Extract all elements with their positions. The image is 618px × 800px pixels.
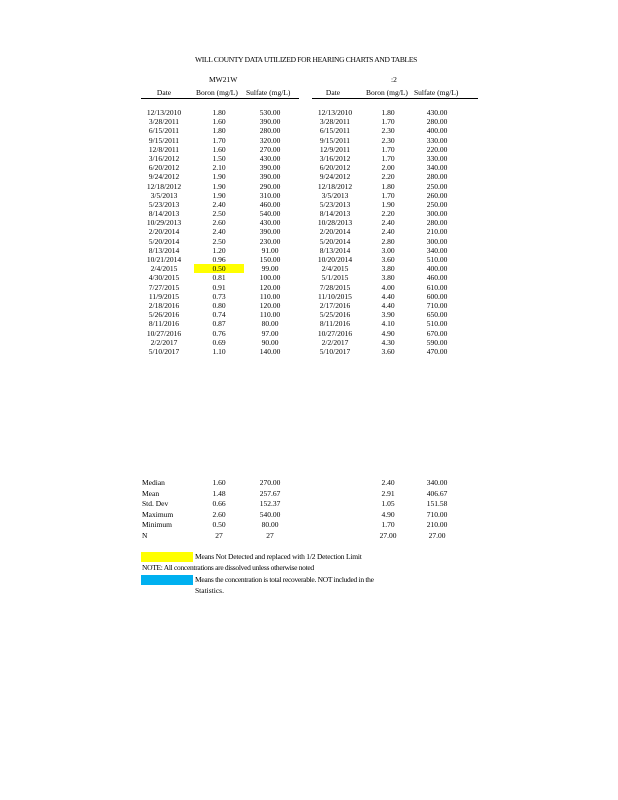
stat-label: Median bbox=[142, 478, 165, 487]
well1-boron-cell: 0.73 bbox=[212, 291, 226, 301]
well1-date-cell: 8/14/2013 bbox=[148, 209, 180, 219]
well1-date-header: Date bbox=[156, 88, 172, 97]
well1-boron-cell: 0.74 bbox=[212, 310, 226, 320]
well2-sulfate-cell: 430.00 bbox=[426, 108, 448, 117]
well1-boron-cell: 1.50 bbox=[212, 153, 226, 163]
stat-label: Std. Dev bbox=[142, 499, 169, 508]
well1-boron-cell: 0.91 bbox=[212, 282, 226, 292]
well1-sulfate-cell: 310.00 bbox=[259, 190, 281, 200]
well1-date-cell: 12/13/2010 bbox=[146, 108, 182, 117]
legend-blue-swatch bbox=[141, 575, 193, 585]
well2-stat-boron-value: 1.05 bbox=[381, 499, 395, 508]
well2-sulfate-cell: 250.00 bbox=[426, 181, 448, 191]
well1-sulfate-column bbox=[248, 108, 292, 356]
well2-date-column bbox=[309, 108, 361, 356]
well1-stat-boron-value: 1.48 bbox=[212, 488, 226, 498]
well1-sulfate-cell: 230.00 bbox=[259, 236, 281, 246]
stat-label: N bbox=[142, 530, 148, 540]
well2-stat-sulfate-value: 340.00 bbox=[426, 478, 448, 487]
well2-sulfate-cell: 400.00 bbox=[426, 126, 448, 136]
stat-label: Minimum bbox=[142, 520, 173, 529]
well1-sulfate-cell: 120.00 bbox=[259, 300, 281, 310]
well1-sulfate-cell: 80.00 bbox=[261, 319, 279, 329]
well2-date-cell: 5/20/2014 bbox=[319, 236, 351, 246]
well2-boron-cell: 2.80 bbox=[381, 236, 395, 246]
well2-boron-cell: 1.70 bbox=[381, 144, 395, 154]
well1-boron-cell: 2.40 bbox=[212, 199, 226, 209]
well1-name: MW21W bbox=[209, 75, 238, 84]
well1-date-cell: 2/4/2015 bbox=[150, 264, 178, 274]
well2-boron-cell: 3.60 bbox=[381, 346, 395, 356]
well2-date-cell: 10/27/2016 bbox=[317, 328, 353, 338]
well2-date-cell: 3/5/2013 bbox=[321, 190, 349, 200]
well1-boron-cell: 1.90 bbox=[212, 190, 226, 200]
well2-boron-cell: 1.80 bbox=[381, 108, 395, 117]
well1-sulfate-cell: 100.00 bbox=[259, 273, 281, 283]
well1-boron-cell: 1.60 bbox=[212, 117, 226, 127]
well1-sulfate-cell: 430.00 bbox=[259, 153, 281, 163]
well1-sulfate-cell: 390.00 bbox=[259, 227, 281, 237]
stat-label: Mean bbox=[142, 488, 160, 498]
well1-date-cell: 6/15/2011 bbox=[148, 126, 180, 136]
well1-date-cell: 3/16/2012 bbox=[148, 153, 180, 163]
well1-date-cell: 9/15/2011 bbox=[148, 135, 180, 145]
well1-date-cell: 12/18/2012 bbox=[146, 181, 182, 191]
well1-stat-boron-value: 0.66 bbox=[212, 499, 226, 508]
well1-date-cell: 5/23/2013 bbox=[148, 199, 180, 209]
well2-sulfate-cell: 260.00 bbox=[426, 190, 448, 200]
well1-stat-sulfate-value: 80.00 bbox=[261, 520, 279, 529]
well1-date-cell: 5/26/2016 bbox=[148, 310, 180, 320]
well1-date-cell: 11/9/2015 bbox=[148, 291, 180, 301]
well1-date-cell: 7/27/2015 bbox=[148, 282, 180, 292]
well1-stats-sulfate bbox=[248, 478, 292, 541]
well2-sulfate-cell: 670.00 bbox=[426, 328, 448, 338]
well2-date-cell: 5/23/2013 bbox=[319, 199, 351, 209]
well1-sulfate-cell: 270.00 bbox=[259, 144, 281, 154]
well2-name: :2 bbox=[391, 75, 397, 84]
well1-boron-column bbox=[194, 108, 244, 356]
well2-stat-boron-value: 2.40 bbox=[381, 478, 395, 487]
well2-sulfate-cell: 280.00 bbox=[426, 117, 448, 127]
well1-sulfate-cell: 430.00 bbox=[259, 218, 281, 228]
stat-labels bbox=[142, 478, 192, 541]
well2-boron-header: Boron (mg/L) bbox=[366, 88, 408, 97]
well2-date-cell: 2/2/2017 bbox=[321, 337, 349, 347]
well2-date-cell: 2/17/2016 bbox=[319, 300, 351, 310]
well2-boron-cell: 2.30 bbox=[381, 126, 395, 136]
well1-date-column bbox=[140, 108, 188, 356]
well1-stat-boron-value: 1.60 bbox=[212, 478, 226, 487]
well1-sulfate-cell: 91.00 bbox=[261, 245, 279, 255]
well2-date-cell: 6/20/2012 bbox=[319, 163, 351, 173]
well2-stat-sulfate-value: 710.00 bbox=[426, 509, 448, 519]
well2-date-cell: 12/18/2012 bbox=[317, 181, 353, 191]
well2-date-cell: 9/15/2011 bbox=[319, 135, 351, 145]
well2-boron-cell: 2.00 bbox=[381, 163, 395, 173]
well1-sulfate-cell: 110.00 bbox=[259, 310, 281, 320]
well2-sulfate-cell: 400.00 bbox=[426, 264, 448, 274]
well1-header-rule bbox=[141, 98, 299, 99]
legend-yellow-text: Means Not Detected and replaced with 1/2 Detection Limit bbox=[195, 552, 362, 561]
well1-boron-cell: 1.80 bbox=[212, 108, 226, 117]
well2-date-cell: 2/20/2014 bbox=[319, 227, 351, 237]
well2-boron-cell: 4.40 bbox=[381, 291, 395, 301]
well1-boron-cell: 0.87 bbox=[212, 319, 226, 329]
well1-date-cell: 8/13/2014 bbox=[148, 245, 180, 255]
well2-date-cell: 8/13/2014 bbox=[319, 245, 351, 255]
well1-stat-sulfate-value: 152.37 bbox=[259, 499, 281, 508]
well2-sulfate-cell: 460.00 bbox=[426, 273, 448, 283]
well1-sulfate-cell: 99.00 bbox=[261, 264, 279, 274]
well2-sulfate-cell: 280.00 bbox=[426, 172, 448, 182]
well1-boron-cell: 1.10 bbox=[212, 346, 226, 356]
well2-sulfate-cell: 710.00 bbox=[426, 300, 448, 310]
well2-sulfate-cell: 330.00 bbox=[426, 153, 448, 163]
well2-sulfate-cell: 330.00 bbox=[426, 135, 448, 145]
well2-sulfate-cell: 210.00 bbox=[426, 227, 448, 237]
well2-boron-cell: 3.60 bbox=[381, 255, 395, 264]
legend-yellow-swatch bbox=[141, 552, 193, 562]
legend-blue-text-2: Statistics. bbox=[195, 586, 224, 595]
well1-stat-boron-value: 2.60 bbox=[212, 509, 226, 519]
well2-boron-cell: 4.10 bbox=[381, 319, 395, 329]
well1-sulfate-cell: 97.00 bbox=[261, 328, 279, 338]
well1-sulfate-cell: 390.00 bbox=[259, 117, 281, 127]
well1-boron-cell: 1.60 bbox=[212, 144, 226, 154]
well2-boron-cell: 2.30 bbox=[381, 135, 395, 145]
well2-sulfate-cell: 300.00 bbox=[426, 236, 448, 246]
page-title: WILL COUNTY DATA UTILIZED FOR HEARING CHARTS AND TABLES bbox=[195, 55, 417, 64]
well1-boron-cell: 1.20 bbox=[212, 245, 226, 255]
well2-boron-cell: 3.00 bbox=[381, 245, 395, 255]
well1-sulfate-cell: 390.00 bbox=[259, 172, 281, 182]
well1-sulfate-cell: 110.00 bbox=[259, 291, 281, 301]
well2-date-cell: 7/28/2015 bbox=[319, 282, 351, 292]
well1-stat-sulfate-value: 540.00 bbox=[259, 509, 281, 519]
well1-date-cell: 5/10/2017 bbox=[148, 346, 180, 356]
well1-date-cell: 5/20/2014 bbox=[148, 236, 180, 246]
well2-date-cell: 5/10/2017 bbox=[319, 346, 351, 356]
well1-boron-cell: 2.10 bbox=[212, 163, 226, 173]
well2-boron-cell: 1.70 bbox=[381, 190, 395, 200]
well1-stat-sulfate-value: 27 bbox=[266, 530, 274, 540]
well1-date-cell: 2/20/2014 bbox=[148, 227, 180, 237]
well1-sulfate-cell: 90.00 bbox=[261, 337, 279, 347]
well2-header-rule bbox=[312, 98, 478, 99]
well1-boron-cell: 0.50 bbox=[194, 264, 244, 273]
well1-sulfate-cell: 290.00 bbox=[259, 181, 281, 191]
well1-boron-cell: 1.80 bbox=[212, 126, 226, 136]
well1-date-cell: 2/18/2016 bbox=[148, 300, 180, 310]
well2-stat-sulfate-value: 406.67 bbox=[426, 488, 448, 498]
well1-date-cell: 4/30/2015 bbox=[148, 273, 180, 283]
well2-stats-boron bbox=[366, 478, 410, 541]
well2-sulfate-header: Sulfate (mg/L) bbox=[414, 88, 459, 97]
well2-boron-cell: 2.20 bbox=[381, 172, 395, 182]
well2-date-cell: 5/25/2016 bbox=[319, 310, 351, 320]
well2-sulfate-cell: 280.00 bbox=[426, 218, 448, 228]
well2-boron-column bbox=[366, 108, 410, 356]
well2-date-cell: 5/1/2015 bbox=[321, 273, 349, 283]
well1-boron-cell: 0.80 bbox=[212, 300, 226, 310]
well2-stat-boron-value: 2.91 bbox=[381, 488, 395, 498]
well2-stat-boron-value: 4.90 bbox=[381, 509, 395, 519]
well1-stats-boron bbox=[194, 478, 244, 541]
well1-stat-boron-value: 0.50 bbox=[212, 520, 226, 529]
well1-boron-cell: 0.81 bbox=[212, 273, 226, 283]
well1-stat-sulfate-value: 270.00 bbox=[259, 478, 281, 487]
well2-sulfate-cell: 340.00 bbox=[426, 245, 448, 255]
well2-date-header: Date bbox=[325, 88, 341, 97]
well2-boron-cell: 3.80 bbox=[381, 273, 395, 283]
well1-stat-sulfate-value: 257.67 bbox=[259, 488, 281, 498]
well2-sulfate-cell: 600.00 bbox=[426, 291, 448, 301]
well1-sulfate-cell: 120.00 bbox=[259, 282, 281, 292]
well2-date-cell: 11/10/2015 bbox=[318, 291, 352, 301]
well2-boron-cell: 2.20 bbox=[381, 209, 395, 219]
well2-sulfate-cell: 220.00 bbox=[426, 144, 448, 154]
well2-date-cell: 10/20/2014 bbox=[317, 255, 353, 264]
well1-date-cell: 8/11/2016 bbox=[148, 319, 180, 329]
well2-boron-cell: 4.30 bbox=[381, 337, 395, 347]
well1-boron-cell: 0.76 bbox=[212, 328, 226, 338]
well1-boron-cell: 2.50 bbox=[212, 236, 226, 246]
well1-date-cell: 9/24/2012 bbox=[148, 172, 180, 182]
well2-date-cell: 12/13/2010 bbox=[317, 108, 353, 117]
well2-sulfate-cell: 300.00 bbox=[426, 209, 448, 219]
stat-label: Maximum bbox=[142, 509, 174, 519]
well1-date-cell: 10/29/2013 bbox=[146, 218, 182, 228]
well1-sulfate-cell: 320.00 bbox=[259, 135, 281, 145]
well2-boron-cell: 1.70 bbox=[381, 153, 395, 163]
well1-date-cell: 6/20/2012 bbox=[148, 163, 180, 173]
well2-sulfate-cell: 590.00 bbox=[426, 337, 448, 347]
well1-sulfate-cell: 540.00 bbox=[259, 209, 281, 219]
well2-stat-sulfate-value: 151.58 bbox=[426, 499, 448, 508]
well2-sulfate-cell: 340.00 bbox=[426, 163, 448, 173]
well1-boron-cell: 2.40 bbox=[212, 227, 226, 237]
well1-sulfate-header: Sulfate (mg/L) bbox=[246, 88, 291, 97]
well2-boron-cell: 4.00 bbox=[381, 282, 395, 292]
well1-sulfate-cell: 530.00 bbox=[259, 108, 281, 117]
well1-sulfate-cell: 140.00 bbox=[259, 346, 281, 356]
well2-date-cell: 8/14/2013 bbox=[319, 209, 351, 219]
legend-blue-text-1: Means the concentration is total recoverable. NOT included in the bbox=[195, 575, 374, 584]
well2-date-cell: 12/9/2011 bbox=[319, 144, 351, 154]
well2-boron-cell: 3.90 bbox=[381, 310, 395, 320]
well1-sulfate-cell: 150.00 bbox=[259, 255, 281, 264]
well2-sulfate-cell: 470.00 bbox=[426, 346, 448, 356]
well2-boron-cell: 1.80 bbox=[381, 181, 395, 191]
well2-stat-boron-value: 1.70 bbox=[381, 520, 395, 529]
well2-boron-cell: 3.80 bbox=[381, 264, 395, 274]
well1-date-cell: 3/28/2011 bbox=[148, 117, 180, 127]
well2-sulfate-cell: 610.00 bbox=[426, 282, 448, 292]
well2-date-cell: 2/4/2015 bbox=[321, 264, 349, 274]
well2-stat-boron-value: 27.00 bbox=[379, 530, 397, 540]
well2-date-cell: 9/24/2012 bbox=[319, 172, 351, 182]
well2-boron-cell: 4.90 bbox=[381, 328, 395, 338]
well1-date-cell: 12/8/2011 bbox=[148, 144, 180, 154]
well1-date-cell: 2/2/2017 bbox=[150, 337, 178, 347]
well2-stats-sulfate bbox=[415, 478, 459, 541]
well2-boron-cell: 2.40 bbox=[381, 227, 395, 237]
well2-boron-cell: 1.70 bbox=[381, 117, 395, 127]
well1-sulfate-cell: 460.00 bbox=[259, 199, 281, 209]
well1-sulfate-cell: 390.00 bbox=[259, 163, 281, 173]
well2-boron-cell: 4.40 bbox=[381, 300, 395, 310]
well1-date-cell: 10/21/2014 bbox=[146, 255, 182, 264]
well1-date-cell: 10/27/2016 bbox=[146, 328, 182, 338]
well1-boron-cell: 0.69 bbox=[212, 337, 226, 347]
well1-boron-cell: 1.90 bbox=[212, 172, 226, 182]
well1-boron-cell: 2.60 bbox=[212, 218, 226, 228]
well2-date-cell: 10/28/2013 bbox=[317, 218, 353, 228]
well1-date-cell: 3/5/2013 bbox=[150, 190, 178, 200]
well2-sulfate-cell: 510.00 bbox=[426, 255, 448, 264]
well2-sulfate-column bbox=[415, 108, 459, 356]
well2-sulfate-cell: 250.00 bbox=[426, 199, 448, 209]
well2-stat-sulfate-value: 210.00 bbox=[426, 520, 448, 529]
well2-stat-sulfate-value: 27.00 bbox=[428, 530, 446, 540]
well1-boron-cell: 2.50 bbox=[212, 209, 226, 219]
well1-boron-cell: 1.70 bbox=[212, 135, 226, 145]
well1-boron-cell: 0.96 bbox=[212, 255, 226, 264]
well2-date-cell: 8/11/2016 bbox=[319, 319, 351, 329]
well2-boron-cell: 2.40 bbox=[381, 218, 395, 228]
well2-date-cell: 6/15/2011 bbox=[319, 126, 351, 136]
well1-sulfate-cell: 280.00 bbox=[259, 126, 281, 136]
well1-boron-header: Boron (mg/L) bbox=[196, 88, 238, 97]
well2-boron-cell: 1.90 bbox=[381, 199, 395, 209]
well2-sulfate-cell: 510.00 bbox=[426, 319, 448, 329]
well2-date-cell: 3/16/2012 bbox=[319, 153, 351, 163]
legend-note: NOTE: All concentrations are dissolved unless otherwise noted bbox=[142, 563, 314, 572]
well1-boron-cell: 1.90 bbox=[212, 181, 226, 191]
well2-sulfate-cell: 650.00 bbox=[426, 310, 448, 320]
well1-stat-boron-value: 27 bbox=[215, 530, 223, 540]
well2-date-cell: 3/28/2011 bbox=[319, 117, 351, 127]
